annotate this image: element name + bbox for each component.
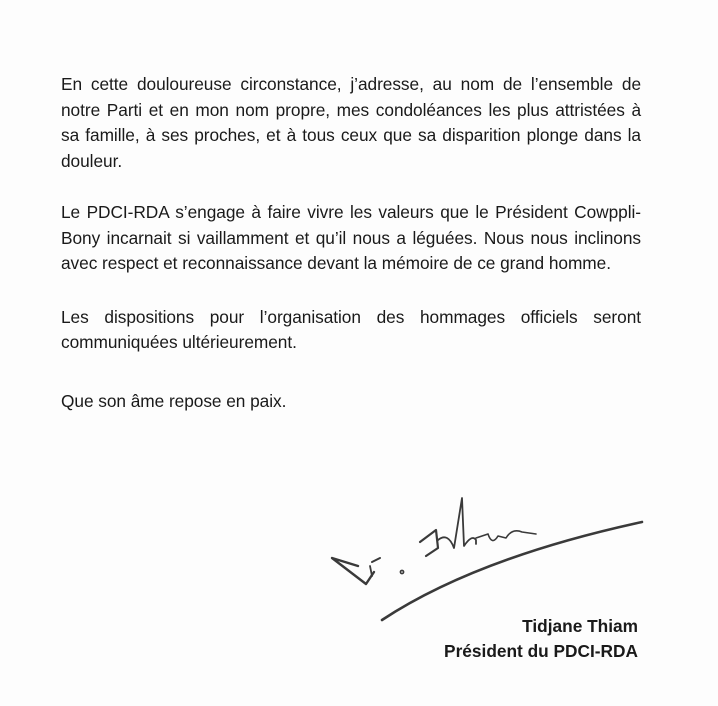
paragraph-arrangements: Les dispositions pour l’organisation des hommages officiels seront communiquées ultérieurement. bbox=[61, 306, 641, 352]
paragraph-values: Le PDCI-RDA s’engage à faire vivre les valeurs que le Président Cowppli-Bony incarnait si vaillamment et qu’il nous a léguées. Nous nous inclinons avec respect et reconnaissance devant la mémoire de ce grand homme. bbox=[61, 202, 641, 273]
signatory-block bbox=[444, 614, 638, 664]
signature-stroke-5 bbox=[438, 498, 476, 548]
signature-stroke-6 bbox=[476, 531, 536, 541]
signature-stroke-4 bbox=[420, 530, 438, 556]
paragraph-closing: Que son âme repose en paix. bbox=[61, 390, 287, 411]
signature-stroke-2 bbox=[372, 558, 380, 562]
paragraph-condolences: En cette douloureuse circonstance, j’adresse, au nom de l’ensemble de notre Parti et en mon nom propre, mes condoléances les plus attristées à sa famille, à ses proches, et à tous ceux que sa disparition plonge dans la douleur. bbox=[61, 74, 641, 171]
signature-stroke-3 bbox=[370, 566, 372, 576]
handwritten-signature-icon bbox=[326, 488, 646, 628]
signature-stroke-1 bbox=[332, 558, 374, 584]
signatory-name: Tidjane Thiam bbox=[522, 616, 638, 636]
signature-sweep bbox=[382, 522, 642, 620]
signatory-title: Président du PDCI-RDA bbox=[444, 641, 638, 661]
letter-body bbox=[61, 72, 641, 414]
signature-dot bbox=[400, 570, 403, 573]
